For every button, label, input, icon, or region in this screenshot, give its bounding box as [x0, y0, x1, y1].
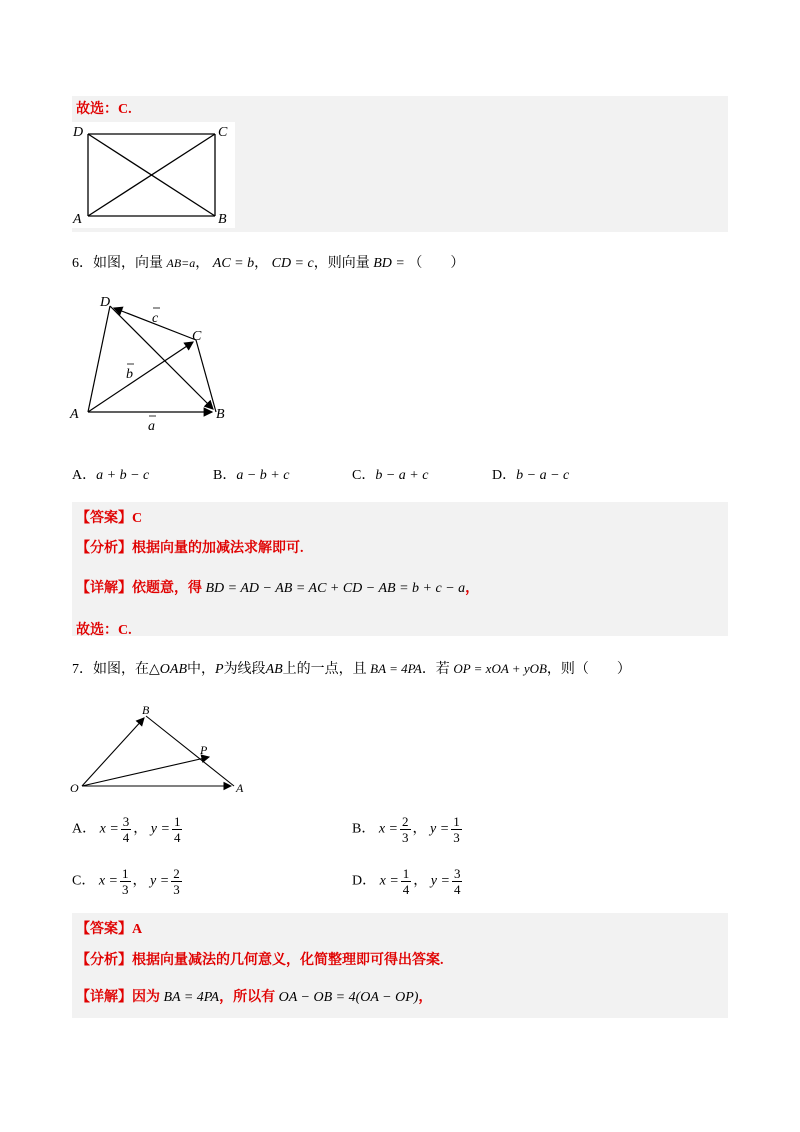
q7-option-d[interactable]: D． x = $\frac{1}{4}$ ， y = $\frac{3}{4}$ — [352, 866, 461, 897]
solution-box-q6 — [72, 502, 728, 636]
q6-detail-formula: BD = AD − AB = AC + CD − AB = b + c − a — [205, 581, 466, 596]
q7-option-a[interactable]: A． x = $\frac{3}{4}$ ， y = $\frac{1}{4}$ — [72, 814, 181, 845]
q7-analysis: 【分析】根据向量减法的几何意义，化简整理即可得出答案. — [76, 953, 444, 968]
q7-answer: 【答案】A — [76, 922, 143, 937]
label-B: B — [142, 703, 150, 717]
label-b: b — [126, 367, 133, 382]
q7-option-b[interactable]: B． x = $\frac{2}{3}$ ， y = $\frac{1}{3}$ — [352, 814, 460, 845]
q6-conclusion: 故选：C. — [76, 623, 132, 638]
q7-detail: 【详解】因为 BA = 4PA，所以有 OA − OB = 4(OA − OP)， — [76, 990, 433, 1005]
q6-analysis: 【分析】根据向量的加减法求解即可. — [76, 541, 304, 556]
q6-option-a[interactable]: A．a + b − c — [72, 468, 150, 483]
label-P: P — [200, 743, 208, 757]
q7-option-c[interactable]: C． x = $\frac{1}{3}$ ， y = $\frac{2}{3}$ — [72, 866, 180, 897]
label-C: C — [218, 125, 228, 140]
vec-ac: AC = b — [212, 256, 255, 271]
label-c: c — [152, 311, 159, 326]
vec-ab: AB=a — [166, 256, 196, 270]
q7-formula-op: OP = xOA + yOB — [453, 661, 547, 676]
q5-conclusion: 故选：C. — [76, 102, 132, 117]
vec-bd: BD = — [373, 256, 405, 271]
label-A: A — [73, 212, 82, 227]
label-a: a — [148, 419, 155, 434]
q6-answer: 【答案】C — [76, 511, 143, 526]
triangle-figure — [66, 700, 256, 800]
q6-option-c[interactable]: C．b − a + c — [352, 468, 429, 483]
label-D: D — [73, 125, 84, 140]
q6-option-d[interactable]: D．b − a − c — [492, 468, 570, 483]
label-O: O — [70, 781, 79, 795]
label-B: B — [218, 212, 227, 227]
vec-cd: CD = c — [271, 256, 314, 271]
label-D: D — [100, 295, 111, 310]
q6-stem: 6．如图，向量 AB=a， AC = b， CD = c，则向量 BD = （ ） — [72, 256, 465, 271]
q6-detail: 【详解】依题意，得 BD = AD − AB = AC + CD − AB = b + c − a， — [76, 581, 480, 596]
label-B: B — [216, 407, 225, 422]
q7-stem: 7．如图，在△OAB中，P为线段AB上的一点，且 BA = 4PA．若 OP = xOA + yOB，则（ ） — [72, 661, 631, 677]
q7-formula-ba: BA = 4PA — [370, 661, 422, 676]
label-A: A — [70, 407, 79, 422]
quadrilateral-figure — [66, 290, 246, 440]
q7-detail-formula-1: BA = 4PA — [163, 990, 220, 1005]
label-A: A — [236, 781, 244, 795]
q7-detail-formula-2: OA − OB = 4(OA − OP) — [278, 990, 419, 1005]
q6-option-b[interactable]: B．a − b + c — [213, 468, 290, 483]
label-C: C — [192, 329, 202, 344]
rectangle-figure — [70, 120, 240, 230]
